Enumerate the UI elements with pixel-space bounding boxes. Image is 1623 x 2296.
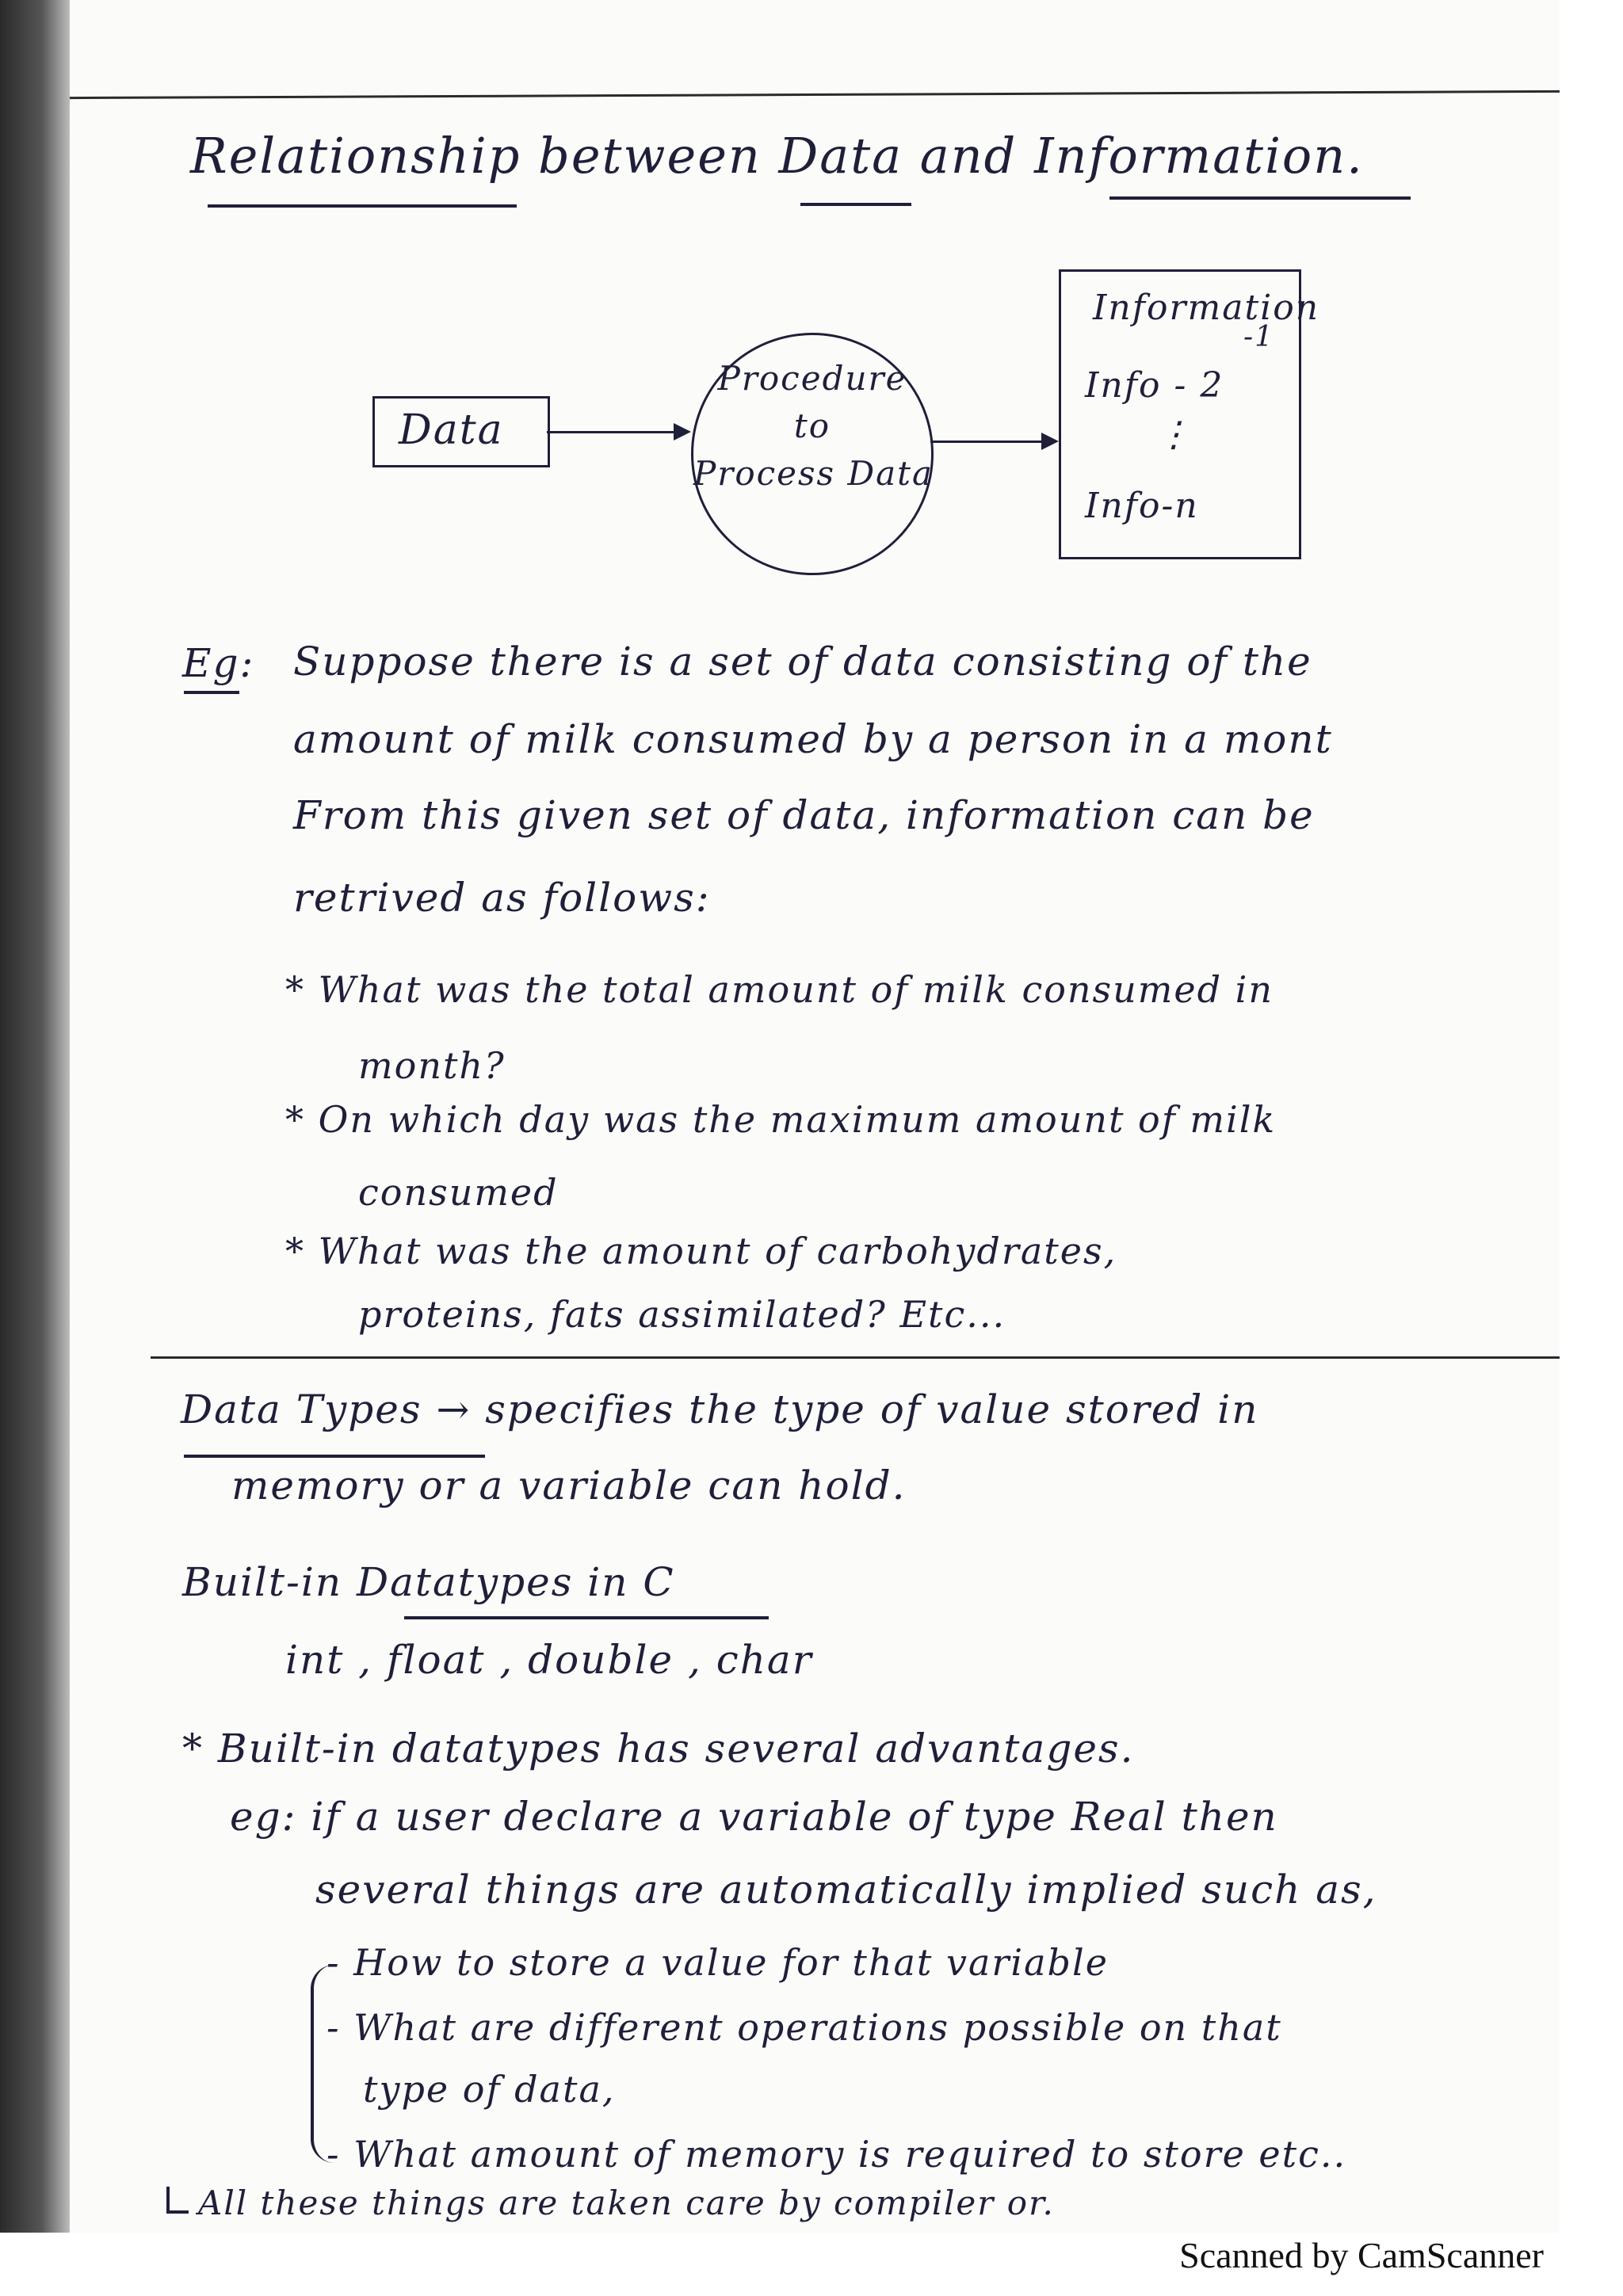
info-label-n: Info-n xyxy=(1085,486,1199,526)
list-item-2-line-1: - What are different operations possible on that xyxy=(327,2006,1282,2049)
bullet-2-line-1: * On which day was the maximum amount of milk xyxy=(285,1098,1277,1141)
datatypes-line-1: Data Types → specifies the type of value stored in xyxy=(181,1386,1259,1432)
datatypes-line-2: memory or a variable can hold. xyxy=(231,1463,907,1508)
data-box-label: Data xyxy=(399,406,504,454)
section-divider xyxy=(151,1356,1560,1359)
conclusion-line: All these things are taken care by compiler or. xyxy=(198,2183,1055,2222)
bullet-1-line-2: month? xyxy=(358,1044,506,1087)
example-line-4: retrived as follows: xyxy=(293,875,711,921)
bullet-3-line-1: * What was the amount of carbohydrates, xyxy=(285,1230,1117,1272)
data-box xyxy=(372,396,550,467)
bullet-1-line-1: * What was the total amount of milk consumed in xyxy=(285,968,1274,1011)
process-label-2: to xyxy=(793,406,831,445)
builtin-list: int , float , double , char xyxy=(285,1637,813,1683)
info-label-1-suffix: -1 xyxy=(1243,321,1275,353)
example-line-2: amount of milk consumed by a person in a mont xyxy=(293,716,1333,762)
title-underline-3 xyxy=(1109,196,1411,200)
info-label-1: Information xyxy=(1093,288,1320,328)
info-dots: ⋮ xyxy=(1156,414,1193,455)
conclusion-arrow-icon xyxy=(166,2187,189,2214)
information-box xyxy=(1059,269,1320,559)
arrow-process-to-info xyxy=(930,441,1056,443)
bullet-3-line-2: proteins, fats assimilated? Etc... xyxy=(358,1293,1006,1336)
list-item-2-line-2: type of data, xyxy=(363,2068,616,2111)
title-underline-1 xyxy=(208,204,517,208)
info-label-2: Info - 2 xyxy=(1085,365,1224,406)
list-item-1: - How to store a value for that variable xyxy=(327,1941,1109,1984)
scanner-watermark: Scanned by CamScanner xyxy=(1179,2235,1544,2275)
arrow-data-to-process xyxy=(547,431,688,433)
list-item-3: - What amount of memory is required to store etc.. xyxy=(327,2133,1347,2176)
datatypes-underline xyxy=(184,1455,485,1458)
eg2-line-2: several things are automatically implied such as, xyxy=(315,1867,1377,1913)
process-label-3: Process Data xyxy=(693,454,934,493)
eg-underline xyxy=(184,691,239,694)
builtin-heading: Built-in Datatypes in C xyxy=(182,1559,675,1605)
page-title: Relationship between Data and Information. xyxy=(190,127,1364,185)
process-label-1: Procedure xyxy=(717,359,907,398)
bullet-2-line-2: consumed xyxy=(358,1171,559,1214)
advantages-line: * Built-in datatypes has several advantages. xyxy=(182,1726,1135,1772)
scan-shadow-edge xyxy=(0,0,70,2296)
eg-label: Eg: xyxy=(182,640,255,686)
eg2-line-1: eg: if a user declare a variable of type Real then xyxy=(230,1794,1278,1840)
example-line-1: Suppose there is a set of data consisting of the xyxy=(293,639,1312,685)
example-line-3: From this given set of data, information can be xyxy=(293,792,1315,838)
builtin-underline xyxy=(404,1616,769,1619)
title-underline-2 xyxy=(800,203,911,206)
process-circle xyxy=(691,333,934,575)
